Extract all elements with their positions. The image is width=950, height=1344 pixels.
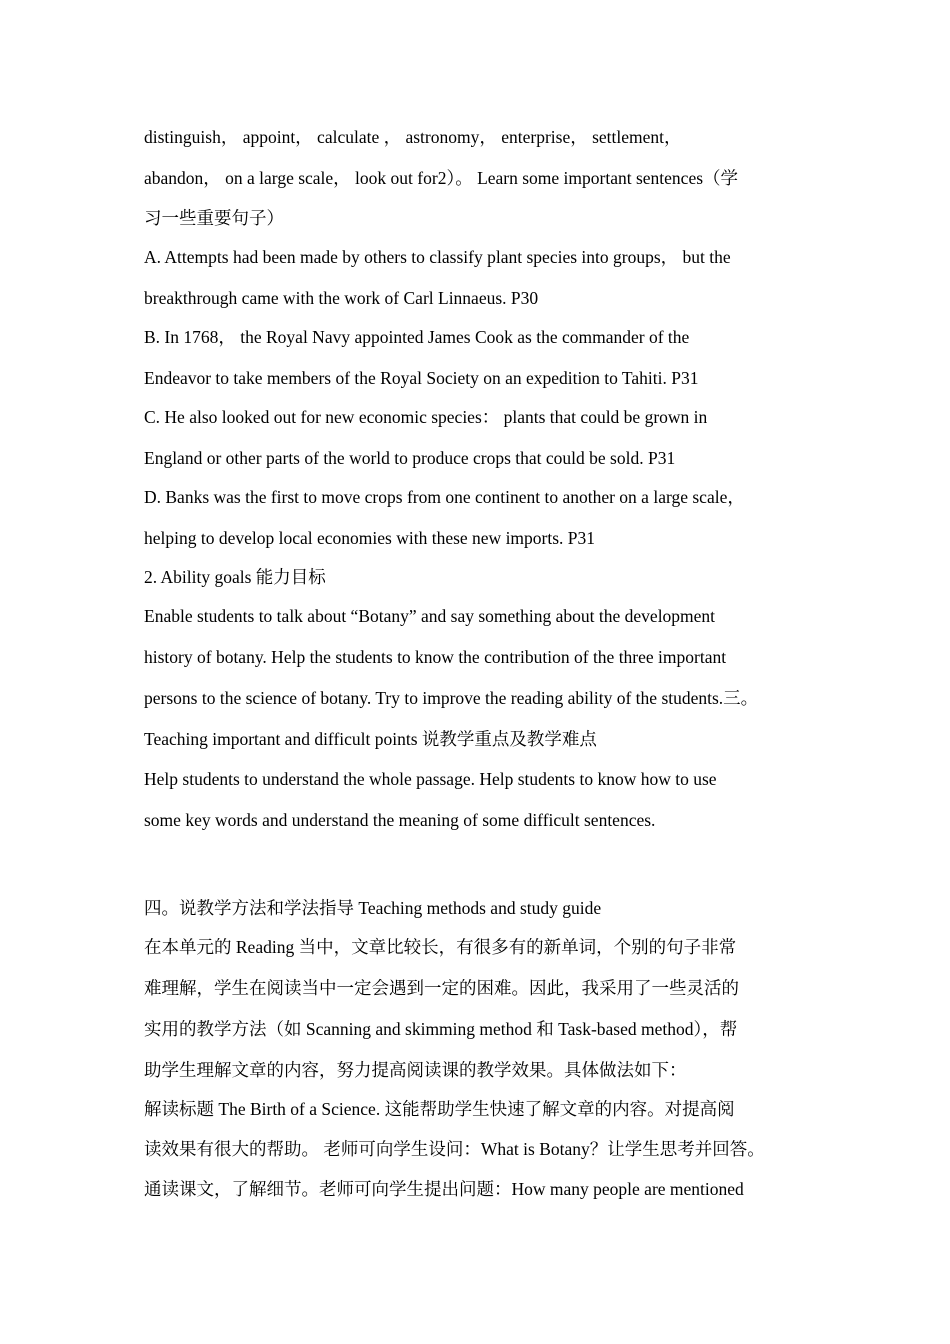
ability-goals-line-3: persons to the science of botany. Try to improve the reading ability of the students.三。 xyxy=(144,688,759,708)
methods-line-7: 通读课文，了解细节。老师可向学生提出问题：How many people are mentioned xyxy=(144,1179,744,1199)
methods-line-6: 读效果有很大的帮助。 老师可向学生设问：What is Botany？让学生思考并回答。 xyxy=(144,1139,765,1159)
key-points-line-1: Help students to understand the whole passage. Help students to know how to use xyxy=(144,769,717,789)
methods-line-2: 难理解，学生在阅读当中一定会遇到一定的困难。因此，我采用了一些灵活的 xyxy=(144,978,739,998)
key-points-heading: Teaching important and difficult points 说教学重点及教学难点 xyxy=(144,729,597,749)
sentence-b-line-2: Endeavor to take members of the Royal Society on an expedition to Tahiti. P31 xyxy=(144,368,699,388)
ability-goals-line-2: history of botany. Help the students to know the contribution of the three important xyxy=(144,647,727,667)
key-points-line-2: some key words and understand the meaning of some difficult sentences. xyxy=(144,810,656,830)
ability-goals-line-1: Enable students to talk about “Botany” and say something about the development xyxy=(144,606,716,626)
methods-line-5: 解读标题 The Birth of a Science. 这能帮助学生快速了解文章的内容。对提高阅 xyxy=(144,1099,735,1119)
sentence-a-line-1: A. Attempts had been made by others to classify plant species into groups， but the xyxy=(144,247,731,267)
vocabulary-line-2: abandon， on a large scale， look out for2）。 Learn some important sentences（学 xyxy=(144,168,739,188)
methods-heading: 四。说教学方法和学法指导 Teaching methods and study guide xyxy=(144,898,602,918)
sentence-a-line-2: breakthrough came with the work of Carl Linnaeus. P30 xyxy=(144,288,539,308)
sentences-heading-continued: 习一些重要句子） xyxy=(144,208,284,228)
sentence-c-line-2: England or other parts of the world to produce crops that could be sold. P31 xyxy=(144,448,676,468)
sentence-d-line-1: D. Banks was the first to move crops from one continent to another on a large scale， xyxy=(144,487,745,507)
methods-line-4: 助学生理解文章的内容，努力提高阅读课的教学效果。具体做法如下： xyxy=(144,1060,687,1080)
sentence-c-line-1: C. He also looked out for new economic species： plants that could be grown in xyxy=(144,407,708,427)
ability-goals-heading: 2. Ability goals 能力目标 xyxy=(144,567,326,587)
methods-line-3: 实用的教学方法（如 Scanning and skimming method 和 Task-based method），帮 xyxy=(144,1019,738,1039)
sentence-b-line-1: B. In 1768， the Royal Navy appointed James Cook as the commander of the xyxy=(144,327,690,347)
methods-line-1: 在本单元的 Reading 当中，文章比较长，有很多有的新单词，个别的句子非常 xyxy=(144,937,737,957)
vocabulary-line-1: distinguish， appoint， calculate ， astronomy， enterprise， settlement， xyxy=(144,127,682,147)
sentence-d-line-2: helping to develop local economies with these new imports. P31 xyxy=(144,528,596,548)
